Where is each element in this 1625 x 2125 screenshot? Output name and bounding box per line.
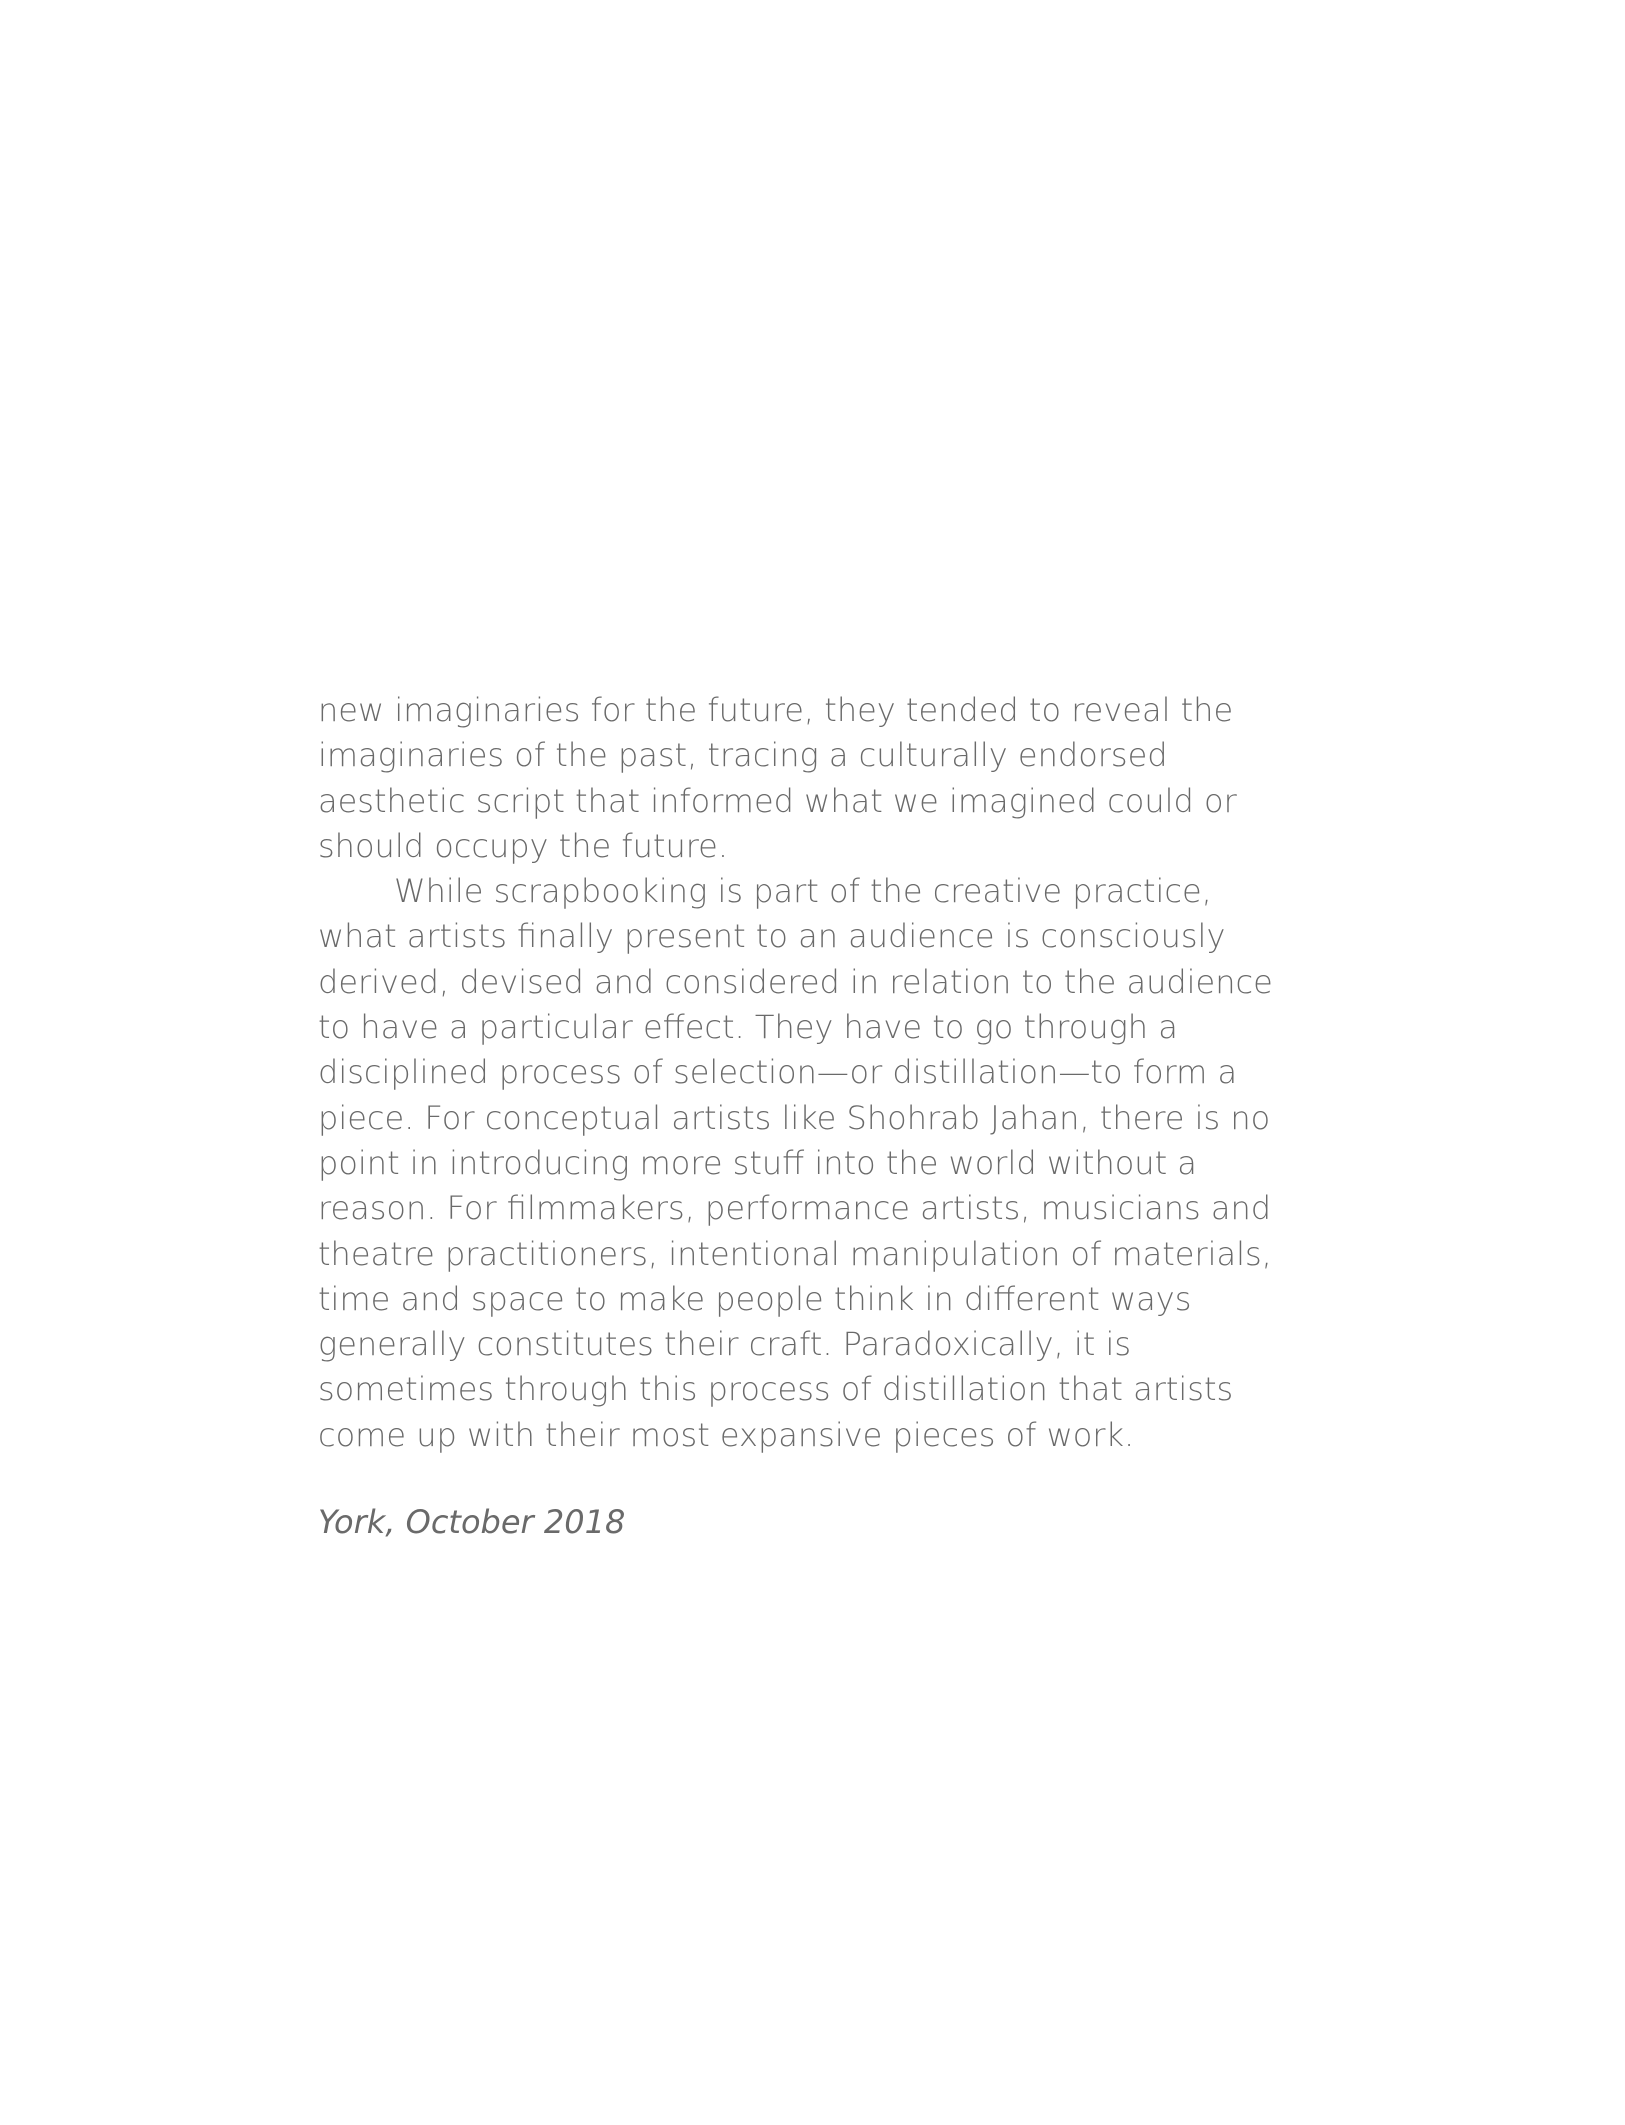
place-date-signoff: York, October 2018 (318, 1503, 626, 1541)
text-line: time and space to make people think in different ways (318, 1279, 1192, 1318)
text-line: aesthetic script that informed what we imagined could or (318, 781, 1237, 820)
text-line: sometimes through this process of distillation that artists (318, 1370, 1234, 1409)
text-line: disciplined process of selection—or distillation—to form a (318, 1053, 1238, 1092)
text-line: While scrapbooking is part of the creative practice, (394, 872, 1212, 911)
text-line: point in introducing more stuff into the world without a (318, 1143, 1197, 1182)
text-line: what artists finally present to an audience is consciously (318, 917, 1226, 956)
text-line: piece. For conceptual artists like Shohrab Jahan, there is no (318, 1098, 1271, 1137)
text-line: should occupy the future. (318, 826, 729, 865)
text-line: generally constitutes their craft. Paradoxically, it is (318, 1325, 1132, 1364)
paragraph-1 (318, 688, 1328, 869)
text-line: derived, devised and considered in relation to the audience (318, 962, 1273, 1001)
text-line: to have a particular effect. They have to go through a (318, 1008, 1178, 1047)
text-line: theatre practitioners, intentional manipulation of materials, (318, 1234, 1272, 1273)
body-text (318, 688, 1328, 1458)
paragraph-2 (318, 869, 1328, 1458)
text-line: new imaginaries for the future, they tended to reveal the (318, 691, 1234, 729)
text-line: imaginaries of the past, tracing a culturally endorsed (318, 736, 1168, 775)
text-line: reason. For filmmakers, performance artists, musicians and (318, 1189, 1272, 1228)
text-line: come up with their most expansive pieces of work. (318, 1415, 1135, 1454)
